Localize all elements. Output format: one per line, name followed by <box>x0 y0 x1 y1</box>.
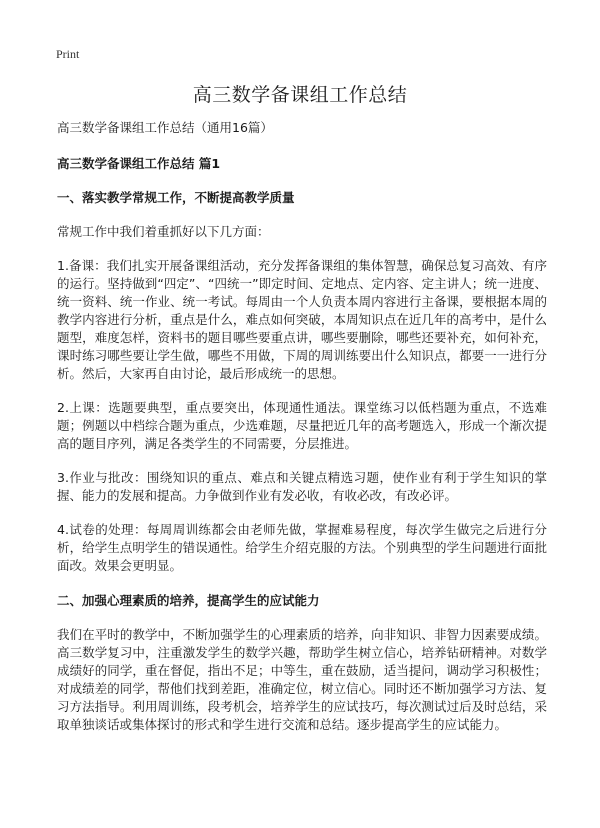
part1-heading: 一、落实教学常规工作，不断提高教学质量 <box>57 190 295 205</box>
part2-heading: 二、加强心理素质的培养，提高学生的应试能力 <box>57 593 320 608</box>
part1-intro: 常规工作中我们着重抓好以下几方面： <box>57 224 270 239</box>
article-body <box>57 119 547 750</box>
paragraph-class: 2.上课：选题要典型，重点要突出，体现通性通法。课堂练习以低档题为重点，不选难题；例题以中档综合题为重点，少选难题，尽量把近几年的高考题选入，形成一个渐次提高的题目序列，满足各类学生的不同需要，分层推进。 <box>57 400 547 451</box>
page-title: 高三数学备课组工作总结 <box>192 84 408 106</box>
print-link[interactable]: Print <box>56 47 80 61</box>
paragraph-psychology: 我们在平时的教学中，不断加强学生的心理素质的培养，向非知识、非智力因素要成绩。高三数学复习中，注重激发学生的数学兴趣，帮助学生树立信心，培养钻研精神。对数学成绩好的同学，重在督促，指出不足；中等生，重在鼓励，适当提问，调动学习积极性；对成绩差的同学，帮他们找到差距，准确定位，树立信心。同时还不断加强学习方法、复习方法指导。利用周训练，段考机会，培养学生的应试技巧，每次测试过后及时总结，采取单独谈话或集体探讨的形式和学生进行交流和总结。逐步提高学生的应试能力。 <box>57 627 547 732</box>
paragraph-homework: 3.作业与批改：围绕知识的重点、难点和关键点精选习题，使作业有利于学生知识的掌握、能力的发展和提高。力争做到作业有发必收，有收必改，有改必评。 <box>57 470 547 503</box>
section-heading: 高三数学备课组工作总结 篇1 <box>57 156 221 171</box>
paragraph-preparation: 1.备课：我们扎实开展备课组活动，充分发挥备课组的集体智慧，确保总复习高效、有序的运行。坚持做到“四定”、“四统一”即定时间、定地点、定内容、定主讲人；统一进度、统一资料、统一作业、统一考试。每周由一个人负责本周内容进行主备课，要根据本周的教学内容进行分析，重点是什么，难点如何突破，本周知识点在近几年的高考中，是什么题型，难度怎样，资料书的题目哪些要重点讲，哪些要删除，哪些还要补充，如何补充，课时练习哪些要让学生做，哪些不用做，下周的周训练要出什么知识点，都要一一进行分析。然后，大家再自由讨论，最后形成统一的思想。 <box>57 258 547 381</box>
paragraph-exam: 4.试卷的处理：每周周训练都会由老师先做，掌握难易程度，每次学生做完之后进行分析，给学生点明学生的错误通性。给学生介绍克服的方法。个别典型的学生问题进行面批面改。效果会更明显。 <box>57 522 547 573</box>
article-subtitle: 高三数学备课组工作总结（通用16篇） <box>57 120 273 135</box>
